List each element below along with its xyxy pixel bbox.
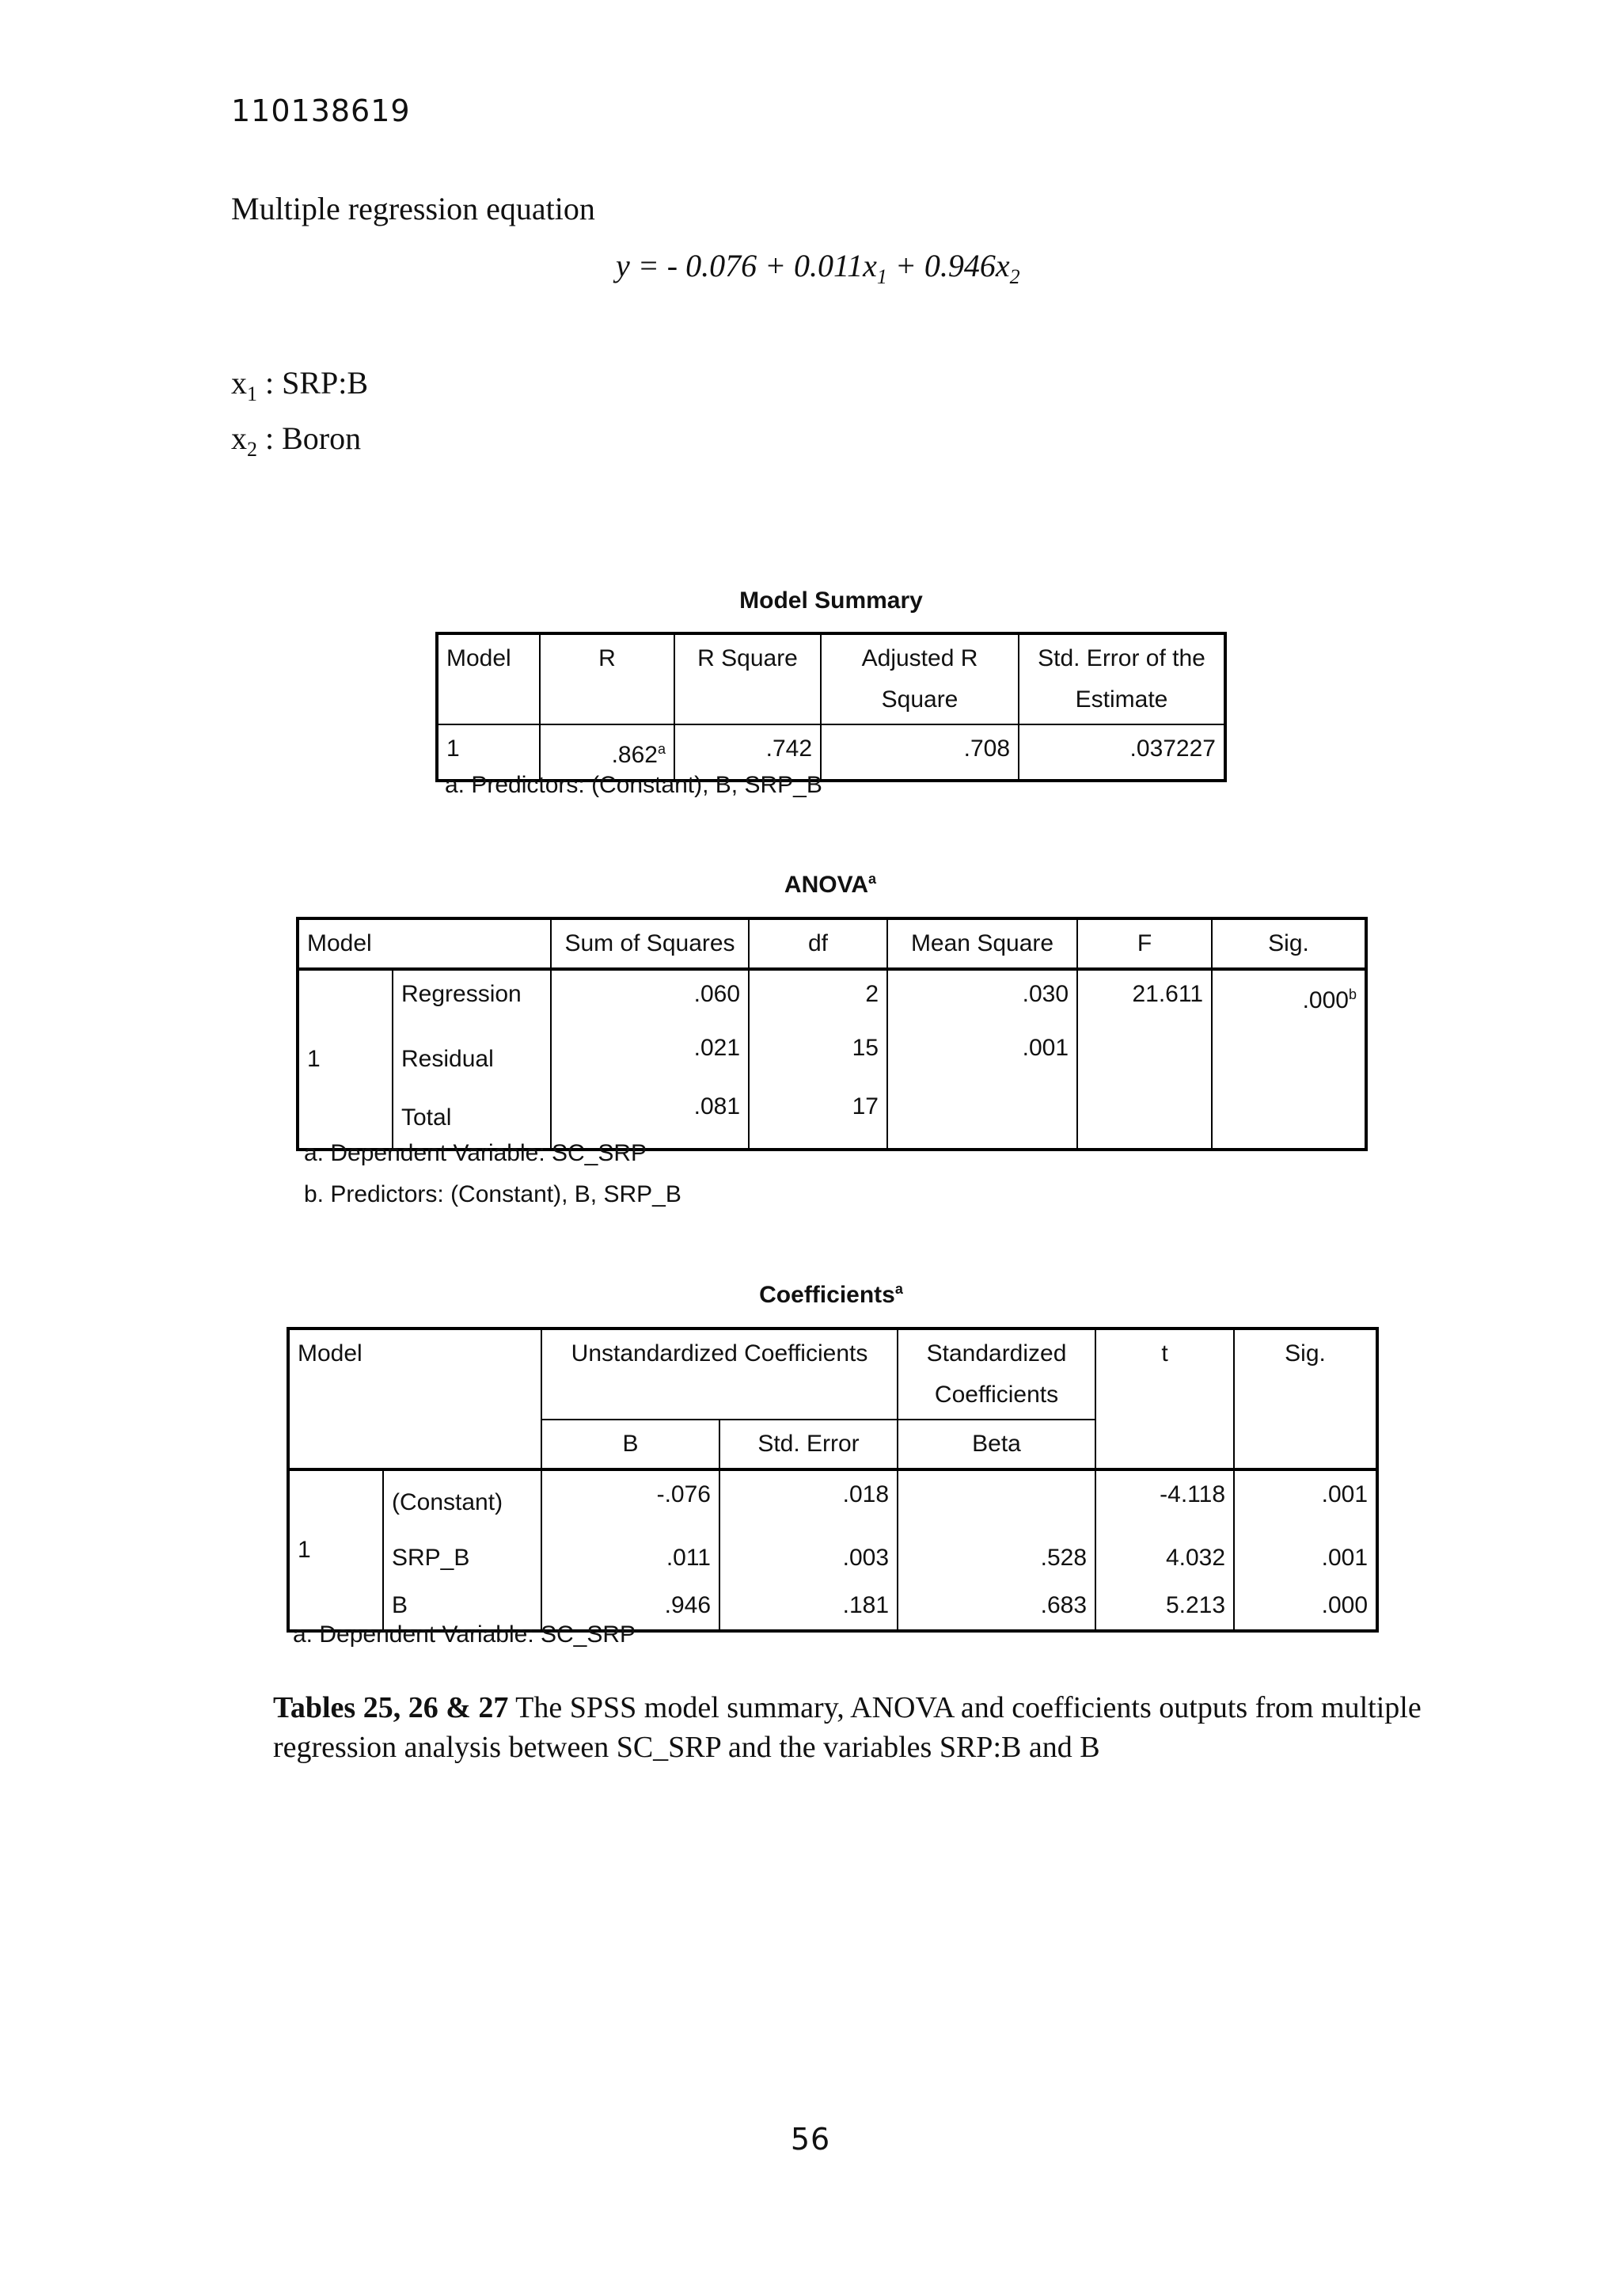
model-cell: 1 [288, 1469, 383, 1631]
anova-title-text: ANOVA [784, 872, 869, 898]
b-cell: .011 [541, 1526, 719, 1582]
f-cell [1077, 1083, 1212, 1150]
document-id: 110138619 [231, 93, 411, 128]
std-error-cell: .037227 [1019, 724, 1225, 781]
footnote-marker: a [894, 1281, 903, 1297]
sum-of-squares-cell: .081 [551, 1083, 749, 1150]
column-header: Std. Error [719, 1420, 898, 1469]
table-header-row [288, 1329, 1377, 1420]
equation-subscript-1: 1 [876, 265, 887, 288]
column-header: t [1095, 1329, 1234, 1469]
column-header: Model [288, 1329, 541, 1469]
table-header-row [437, 633, 1225, 724]
row-label: Residual [393, 1024, 551, 1083]
column-header: R Square [674, 633, 821, 724]
beta-cell: .528 [898, 1526, 1095, 1582]
df-cell: 2 [749, 969, 887, 1024]
table-footnote: a. Dependent Variable: SC_SRP [293, 1621, 636, 1648]
footnote-marker: b [1348, 986, 1357, 1002]
caption-text: The SPSS model summary, ANOVA and coefficients outputs from multiple regression analysis between SC_SRP and the variables SRP:B and B [273, 1691, 1422, 1764]
coefficients-title [287, 1281, 1376, 1309]
sig-cell: .000 [1234, 1582, 1377, 1631]
adj-r-square-cell: .708 [821, 724, 1019, 781]
sig-cell [1212, 969, 1366, 1024]
beta-cell [898, 1469, 1095, 1526]
footnote-marker: a [657, 741, 666, 757]
row-label: (Constant) [383, 1469, 541, 1526]
column-header: R [540, 633, 674, 724]
column-header: Model [298, 918, 551, 969]
table-footnote: a. Dependent Variable: SC_SRP [304, 1140, 647, 1166]
column-header: Adjusted R Square [821, 633, 1019, 724]
df-cell: 15 [749, 1024, 887, 1083]
anova-title [296, 871, 1365, 899]
model-summary-table [435, 632, 1227, 782]
variable-description: : SRP:B [257, 365, 369, 401]
column-header: df [749, 918, 887, 969]
table-footnote: a. Predictors: (Constant), B, SRP_B [445, 772, 822, 798]
t-cell: -4.118 [1095, 1469, 1234, 1526]
column-header: Sig. [1212, 918, 1366, 969]
table-row [298, 1024, 1366, 1083]
mean-square-cell: .030 [887, 969, 1077, 1024]
column-header: Sig. [1234, 1329, 1377, 1469]
column-header: Unstandardized Coefficients [541, 1329, 898, 1420]
row-label: Regression [393, 969, 551, 1024]
model-summary-title: Model Summary [739, 587, 923, 614]
model-cell: 1 [298, 969, 393, 1150]
coefficients-title-text: Coefficients [759, 1282, 895, 1308]
mean-square-cell: .001 [887, 1024, 1077, 1083]
column-header: Std. Error of the Estimate [1019, 633, 1225, 724]
std-error-cell: .181 [719, 1582, 898, 1631]
sig-cell: .001 [1234, 1469, 1377, 1526]
df-cell: 17 [749, 1083, 887, 1150]
sig-cell: .001 [1234, 1526, 1377, 1582]
footnote-marker: a [868, 871, 877, 887]
equation-subscript-2: 2 [1009, 265, 1020, 288]
sig-cell [1212, 1083, 1366, 1150]
variable-symbol: x [231, 420, 247, 456]
column-header: Sum of Squares [551, 918, 749, 969]
table-footnote: b. Predictors: (Constant), B, SRP_B [304, 1181, 681, 1207]
column-header: Standardized Coefficients [898, 1329, 1095, 1420]
variable-subscript: 1 [247, 382, 257, 405]
f-cell: 21.611 [1077, 969, 1212, 1024]
b-cell: -.076 [541, 1469, 719, 1526]
row-label: SRP_B [383, 1526, 541, 1582]
table-row [298, 969, 1366, 1024]
sig-cell [1212, 1024, 1366, 1083]
column-header: B [541, 1420, 719, 1469]
f-cell [1077, 1024, 1212, 1083]
table-row [288, 1469, 1377, 1526]
variable-subscript: 2 [247, 438, 257, 461]
r-square-cell: .742 [674, 724, 821, 781]
t-cell: 5.213 [1095, 1582, 1234, 1631]
table-row [288, 1526, 1377, 1582]
table-header-row [298, 918, 1366, 969]
b-cell: .946 [541, 1582, 719, 1631]
table-caption [273, 1688, 1444, 1767]
variable-symbol: x [231, 365, 247, 401]
coefficients-table [287, 1327, 1379, 1633]
std-error-cell: .018 [719, 1469, 898, 1526]
section-heading: Multiple regression equation [231, 191, 595, 226]
caption-label: Tables 25, 26 & 27 [273, 1691, 509, 1724]
row-label: B [383, 1582, 541, 1631]
regression-equation [616, 247, 1020, 289]
sum-of-squares-cell: .060 [551, 969, 749, 1024]
variable-definition-x2 [231, 420, 361, 462]
model-cell: 1 [437, 724, 540, 781]
column-header: Model [437, 633, 540, 724]
page-number: 56 [790, 2122, 831, 2157]
t-cell: 4.032 [1095, 1526, 1234, 1582]
variable-description: : Boron [257, 420, 362, 456]
beta-cell: .683 [898, 1582, 1095, 1631]
column-header: F [1077, 918, 1212, 969]
r-value: .862 [611, 742, 658, 768]
std-error-cell: .003 [719, 1526, 898, 1582]
column-header: Mean Square [887, 918, 1077, 969]
mean-square-cell [887, 1083, 1077, 1150]
row-label: Total [393, 1083, 551, 1150]
column-header: Beta [898, 1420, 1095, 1469]
variable-definition-x1 [231, 364, 368, 406]
equation-part-1: y = - 0.076 + 0.011x [616, 248, 877, 283]
sum-of-squares-cell: .021 [551, 1024, 749, 1083]
anova-table [296, 917, 1368, 1151]
sig-value: .000 [1302, 987, 1349, 1013]
equation-part-2: + 0.946x [886, 248, 1010, 283]
